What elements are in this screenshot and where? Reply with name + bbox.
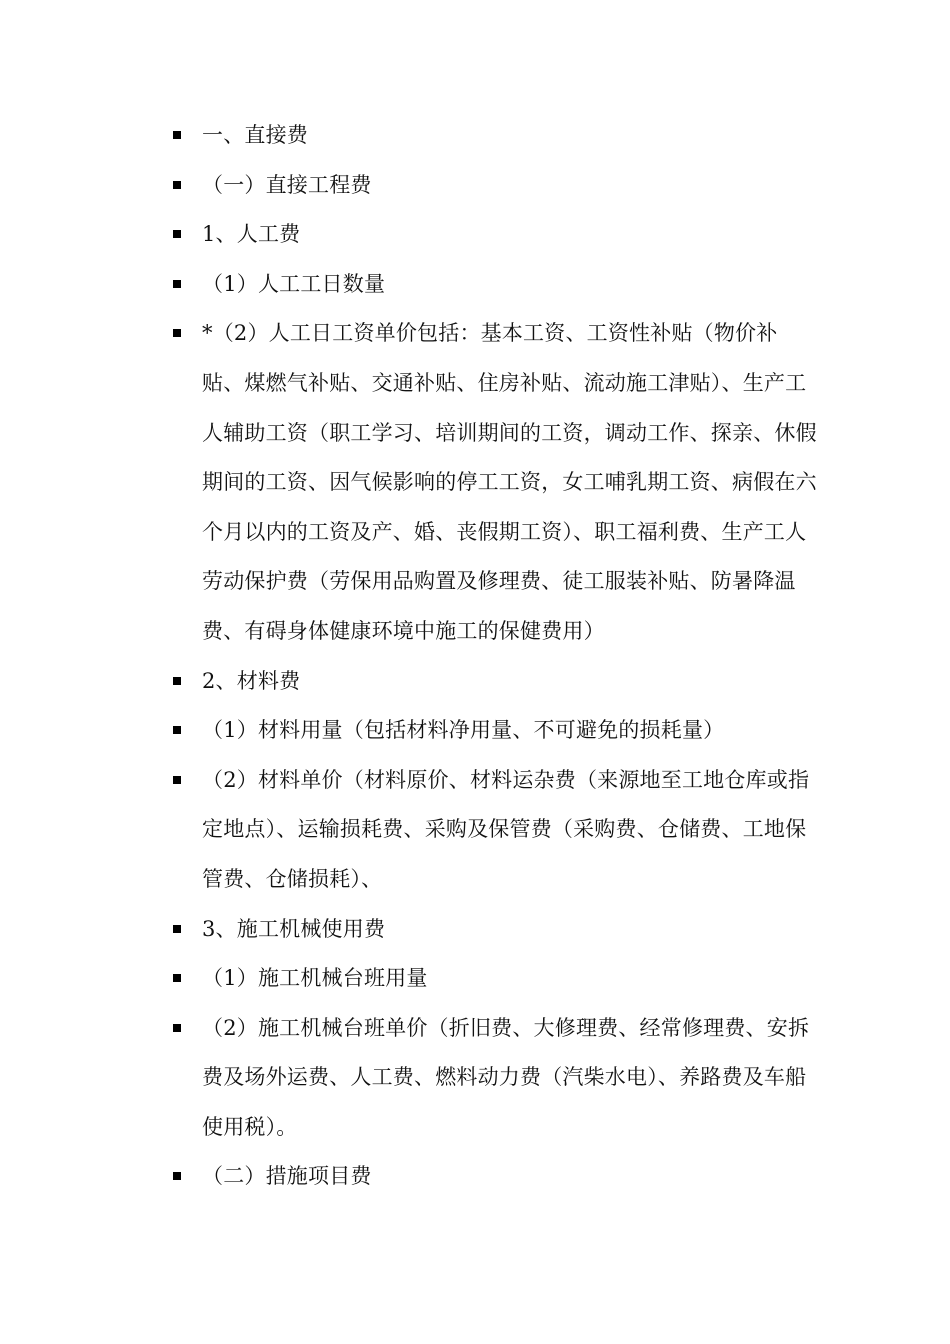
list-item <box>168 309 818 656</box>
list-item <box>168 161 818 211</box>
square-bullet-icon <box>173 974 181 982</box>
square-bullet-icon <box>173 131 181 139</box>
list-item-text: （一）直接工程费 <box>202 172 372 197</box>
list-item-text: 1、人工费 <box>202 222 301 247</box>
list-item <box>168 260 818 310</box>
square-bullet-icon <box>173 677 181 685</box>
square-bullet-icon <box>173 280 181 288</box>
list-item <box>168 657 818 707</box>
list-item-text: （2）材料单价（材料原价、材料运杂费（来源地至工地仓库或指定地点）、运输损耗费、采购及保管费（采购费、仓储费、工地保管费、仓储损耗）、 <box>202 767 810 891</box>
list-item <box>168 1152 818 1202</box>
list-item-text: 一、直接费 <box>202 123 308 147</box>
square-bullet-icon <box>173 726 181 734</box>
list-item <box>168 1004 818 1153</box>
square-bullet-icon <box>173 776 181 784</box>
list-item-text: （1）人工工日数量 <box>202 271 386 296</box>
list-item <box>168 954 818 1004</box>
list-item-text: （2）施工机械台班单价（折旧费、大修理费、经常修理费、安拆费及场外运费、人工费、燃料动力费（汽柴水电）、养路费及车船使用税）。 <box>202 1015 810 1139</box>
list-item-text: 3、施工机械使用费 <box>202 916 386 941</box>
list-item <box>168 210 818 260</box>
list-item <box>168 756 818 905</box>
square-bullet-icon <box>173 230 181 238</box>
cost-outline-list <box>168 111 818 1202</box>
square-bullet-icon <box>173 1172 181 1180</box>
list-item-text: （二）措施项目费 <box>202 1164 372 1189</box>
square-bullet-icon <box>173 181 181 189</box>
square-bullet-icon <box>173 329 181 337</box>
list-item <box>168 706 818 756</box>
square-bullet-icon <box>173 1024 181 1032</box>
list-item-text: （1）施工机械台班用量 <box>202 966 428 991</box>
list-item <box>168 905 818 955</box>
list-item <box>168 111 818 161</box>
list-item-text: *（2）人工日工资单价包括：基本工资、工资性补贴（物价补贴、煤燃气补贴、交通补贴、住房补贴、流动施工津贴）、生产工人辅助工资（职工学习、培训期间的工资，调动工作、探亲、休假期间的工资、因气候影响的停工工资，女工哺乳期工资、病假在六个月以内的工资及产、婚、丧假期工资）、职工福利费、生产工人劳动保护费（劳保用品购置及修理费、徒工服装补贴、防暑降温费、有碍身体健康环境中施工的保健费用） <box>202 321 817 643</box>
list-item-text: （1）材料用量（包括材料净用量、不可避免的损耗量） <box>202 718 725 743</box>
list-item-text: 2、材料费 <box>202 668 301 693</box>
square-bullet-icon <box>173 925 181 933</box>
